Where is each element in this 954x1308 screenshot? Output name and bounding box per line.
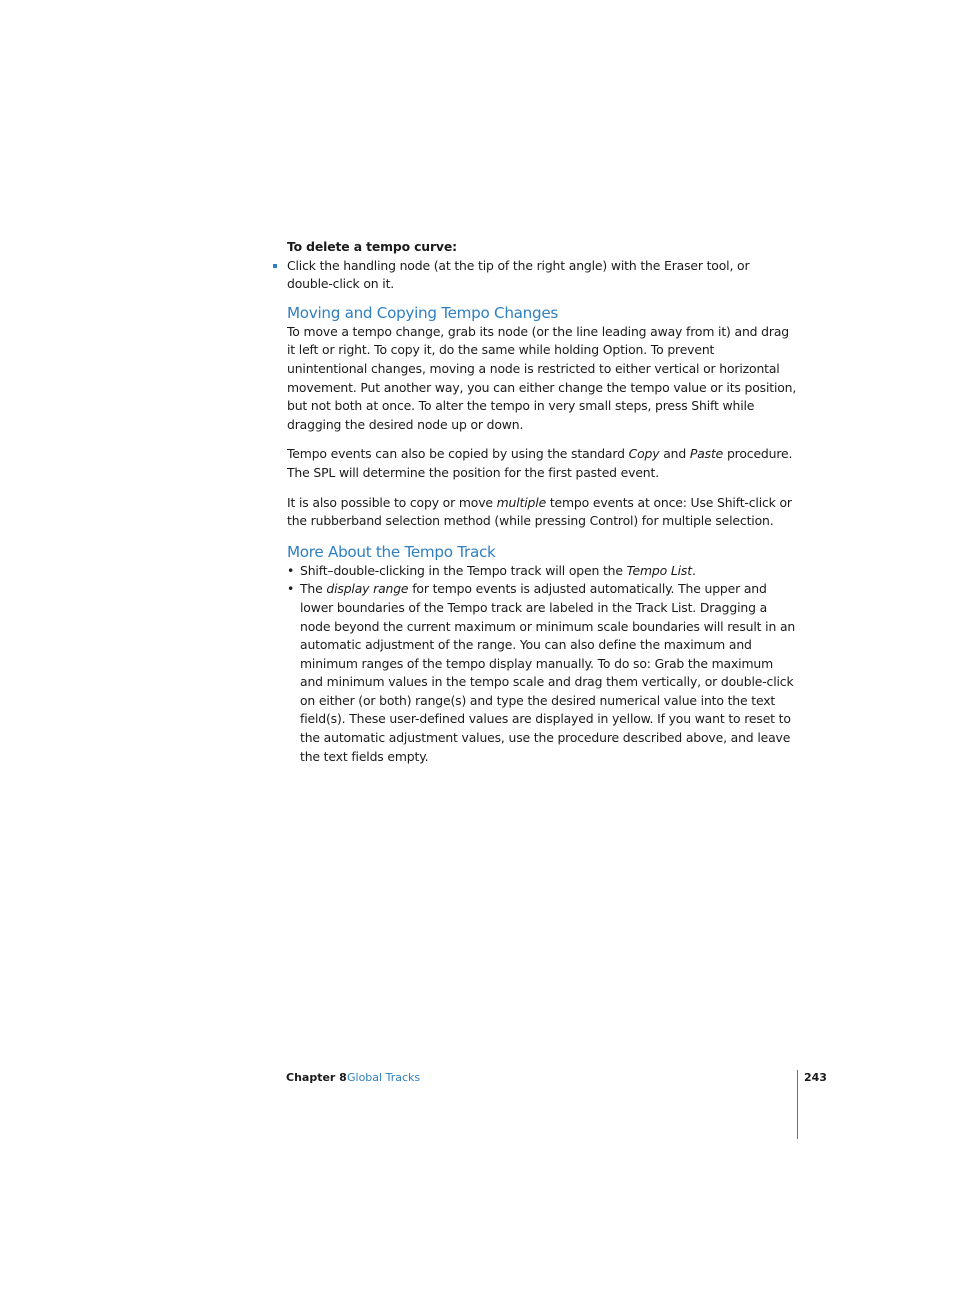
- paragraph-multiple-events: [287, 494, 797, 531]
- term-tempo-list: Tempo List: [626, 562, 692, 578]
- term-display-range: display range: [326, 581, 409, 597]
- term-copy: Copy: [628, 446, 660, 462]
- list-item: [287, 580, 797, 766]
- text-run: for tempo events is adjusted automatically. The upper and lower boundaries of the Tempo track are labeled in the Track List. Dragging a node beyond the current maximum or minimum scale boundaries will result in an automatic adjustment of the range. You can also define the maximum and minimum ranges of the tempo display manually. To do so: Grab the maximum and minimum values in the tempo scale and drag them vertically, or double-click on either (or both) range(s) and type the desired numerical value into the text field(s). These user-defined values are displayed in yellow. If you want to reset to the automatic adjustment values, use the procedure described above, and leave the text fields empty.: [300, 581, 796, 764]
- bullet-icon: •: [287, 581, 295, 597]
- footer-divider: [797, 1070, 798, 1139]
- page-number: 243: [804, 1071, 827, 1084]
- section-heading-moving-copying: Moving and Copying Tempo Changes: [287, 303, 558, 322]
- text-run: Shift–double-clicking in the Tempo track will open the: [300, 562, 627, 578]
- chapter-title: Global Tracks: [347, 1071, 421, 1084]
- square-bullet-icon: [273, 264, 277, 268]
- paragraph-move-tempo: To move a tempo change, grab its node (or the line leading away from it) and drag it left or right. To copy it, do the same while holding Option. To prevent unintentional changes, moving a node is restricted to either vertical or horizontal movement. Put another way, you can either change the tempo value or its position, but not both at once. To alter the tempo in very small steps, press Shift while dragging the desired node up or down.: [287, 323, 797, 432]
- task-step: [287, 257, 797, 294]
- task-heading: To delete a tempo curve:: [287, 239, 457, 254]
- task-step-text: Click the handling node (at the tip of the right angle) with the Eraser tool, or double-click on it.: [287, 257, 750, 292]
- text-run: and: [659, 446, 690, 462]
- page-content: [287, 238, 797, 766]
- text-run: procedure. The SPL will determine the position for the first pasted event.: [287, 446, 793, 480]
- text-run: .: [691, 562, 696, 578]
- section-heading-more-about: More About the Tempo Track: [287, 542, 496, 561]
- paragraph-copy-paste: [287, 445, 797, 482]
- term-paste: Paste: [689, 446, 724, 462]
- chapter-label: Chapter 8: [286, 1071, 347, 1084]
- bullet-icon: •: [287, 562, 295, 578]
- page-footer: [286, 1069, 826, 1089]
- text-run: The: [300, 581, 327, 597]
- text-run: It is also possible to copy or move: [287, 494, 497, 510]
- term-multiple: multiple: [496, 494, 547, 510]
- list-item: [287, 562, 797, 581]
- text-run: tempo events at once: Use Shift-click or the rubberband selection method (while pressing Control) for multiple selection.: [287, 494, 792, 529]
- tempo-track-list: [287, 562, 797, 767]
- text-run: Tempo events can also be copied by using the standard: [287, 446, 629, 462]
